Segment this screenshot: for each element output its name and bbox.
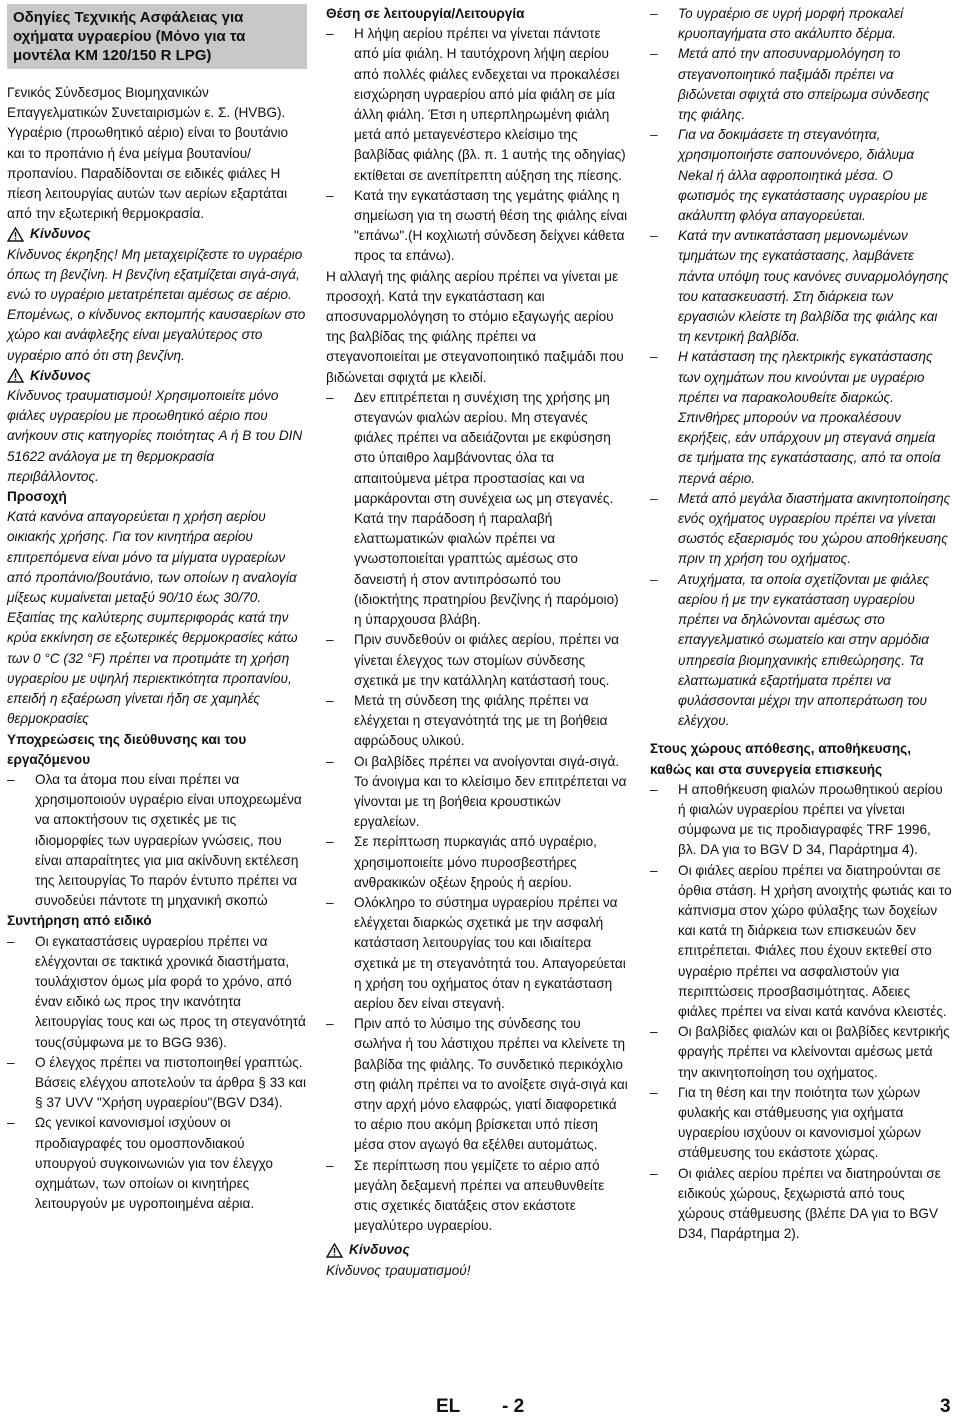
dash-bullet: – bbox=[7, 1054, 15, 1070]
dash-bullet: – bbox=[650, 1084, 658, 1100]
dash-bullet: – bbox=[326, 26, 334, 42]
dash-bullet: – bbox=[326, 753, 334, 769]
warning-triangle-icon bbox=[326, 1243, 343, 1258]
danger-heading-1 bbox=[7, 224, 307, 244]
page-title: Οδηγίες Τεχνικής Ασφάλειας για οχήματα υγραερίου (Μόνο για τα μοντέλα KM 120/150 R LPG) bbox=[13, 9, 246, 64]
cylinder-change-paragraph: Η αλλαγή της φιάλης αερίου πρέπει να γίνεται με προσοχή. Κατά την εγκατάσταση και αποσυναρμολόγηση το στόμιο εξαγωγής αερίου της βαλβίδας της φιάλης πρέπει να στεγανοποιείται με στεγανοποιητικό παξιμάδι που βιδώνεται σφιχτά με κλειδί. bbox=[326, 268, 624, 385]
list-item: – Ολα τα άτομα που είναι πρέπει να χρησιμοποιούν υγραέριο είναι υποχρεωμένα να αποκτήσουν τις σχετικές με τις ιδιομορφίες των υγραερίων γνώσεις, που είναι απαραίτητες για μια ακίνδυνη εκτέλεση της λειτουργίας Το παρόν έντυπο πρέπει να συνοδεύει πάντοτε τη μηχανική σκοπώ bbox=[7, 770, 307, 911]
dash-bullet: – bbox=[650, 127, 658, 143]
list-item: – Οι φιάλες αερίου πρέπει να διατηρούνται σε όρθια στάση. Η χρήση ανοιχτής φωτιάς και το κάπνισμα στον χώρο φύλαξης των δοχείων και κατά τη διάρκεια των επισκευών δεν επιτρέπεται. Φιάλες που έχουν εκτεθεί στο υγραέριο πρέπει να ασφαλιστούν για περιπτώσεις προσβασιμότητας. Αδειες φιάλες πρέπει να είναι κατά κανόνα κλειστές. bbox=[650, 861, 952, 1023]
list-item: – Πριν από το λύσιμο της σύνδεσης του σωλήνα ή του λάστιχου πρέπει να κλείνετε τη βαλβίδα της φιάλης. Το συνδετικό περικόχλιο στη φιάλη πρέπει να το ανοίξετε σιγά-σιγά και στην αρχή μόνο ελαφρώς, γιατί διαφορετικά το αέριο που ακόμη βρίσκεται υπό πίεση μέσα στον αγωγό θα εξέλθει αυτομάτως. bbox=[326, 1014, 628, 1155]
title-box bbox=[7, 4, 307, 69]
list-item: – Ατυχήματα, τα οποία σχετίζονται με φιάλες αερίου ή με την εγκατάσταση υγραερίου πρέπει να δηλώνονται αμέσως στο επαγγελματικό σωματείο και στην αρμόδια υπηρεσία βιομηχανικής επιθεώρησης. Τα ελαττωματικά εξαρτήματα πρέπει να φυλάσσονται μέχρι την αποπεράτωση του ελέγχου. bbox=[650, 570, 952, 732]
column-3 bbox=[650, 4, 952, 1244]
dash-bullet: – bbox=[326, 834, 334, 850]
list-item: – Η κατάσταση της ηλεκτρικής εγκατάστασης των οχημάτων που κινούνται με υγραέριο πρέπει να παρακολουθείτε διαρκώς. Σπινθήρες μπορούν να προκαλέσουν εκρήξεις, εάν υπάρχουν μη στεγανά σημεία σε τμήματα της εγκατάστασης, από τα οποία περνά αέριο. bbox=[650, 347, 952, 488]
danger-label: Κίνδυνος bbox=[30, 367, 91, 383]
list-item: – Το υγραέριο σε υγρή μορφή προκαλεί κρυοπαγήματα στο ακάλυπτο δέρμα. bbox=[650, 4, 952, 44]
list-item: – Σε περίπτωση που γεμίζετε το αέριο από μεγάλη δεξαμενή πρέπει να απευθυνθείτε στις σχετικές διατάξεις στον εκάστοτε μεγαλύτερο υγραερίου. bbox=[326, 1156, 628, 1237]
danger-text-1: Κίνδυνος έκρηξης! Μη μεταχειρίζεστε το υγραέριο όπως τη βενζίνη. Η βενζίνη εξατμίζεται σιγά-σιγά, ενώ το υγραέριο μετατρέπεται αμέσως σε αέριο. Επομένως, ο κίνδυνος εκπομπής καυσαερίων στο χώρο και ανάφλεξης είναι μεγαλύτερος στο υγραέριο από ότι στη βενζίνη. bbox=[7, 246, 306, 363]
list-item: – Μετά από μεγάλα διαστήματα ακινητοποίησης ενός οχήματος υγραερίου πρέπει να γίνεται σωστός εξαερισμός του χώρου αποθήκευσης πριν τη χρήση του οχήματος. bbox=[650, 489, 952, 570]
list-item: – Για να δοκιμάσετε τη στεγανότητα, χρησιμοποιήστε σαπουνόνερο, διάλυμα Nekal ή άλλα αφροποιητικά μέσα. Ο φωτισμός της εγκατάστασης υγραερίου με ακάλυπτη φλόγα απαγορεύεται. bbox=[650, 125, 952, 226]
dash-bullet: – bbox=[650, 6, 658, 21]
dash-bullet: – bbox=[7, 771, 15, 787]
dash-bullet: – bbox=[650, 349, 658, 365]
dash-bullet: – bbox=[326, 894, 334, 910]
dash-bullet: – bbox=[650, 1165, 658, 1181]
danger-text-2: Κίνδυνος τραυματισμού! Χρησιμοποιείτε μόνο φιάλες υγραερίου με προωθητικό αέριο που ανήκουν στις κατηγορίες ποιότητας A ή B του DIN 51622 ανάλογα με τη θερμοκρασία περιβάλλοντος. bbox=[7, 388, 303, 484]
list-item: – Οι φιάλες αερίου πρέπει να διατηρούνται σε ειδικούς χώρους, ξεχωριστά από τους χώρους στάθμευσης (βλέπε DA για το BGV D34, Παράρτημα 2). bbox=[650, 1164, 952, 1245]
dash-bullet: – bbox=[650, 571, 658, 587]
warning-triangle-icon bbox=[7, 368, 24, 383]
dash-bullet: – bbox=[650, 862, 658, 878]
dash-bullet: – bbox=[650, 46, 658, 62]
warning-triangle-icon bbox=[7, 227, 24, 242]
list-item: – Σε περίπτωση πυρκαγιάς από υγραέριο, χρησιμοποιείτε μόνο πυροσβεστήρες ανθρακικών οξέων ξηρούς ή αερίου. bbox=[326, 832, 628, 893]
dash-bullet: – bbox=[650, 228, 658, 244]
dash-bullet: – bbox=[326, 389, 334, 405]
section-heading-operation: Θέση σε λειτουργία/Λειτουργία bbox=[326, 6, 525, 21]
dash-bullet: – bbox=[326, 632, 334, 648]
dash-bullet: – bbox=[326, 1016, 334, 1032]
list-item: – Ο έλεγχος πρέπει να πιστοποιηθεί γραπτώς. Βάσεις ελέγχου αποτελούν τα άρθρα § 33 και § 37 UVV "Χρήση υγραερίου"(BGV D34). bbox=[7, 1053, 307, 1114]
list-item: – Κατά την εγκατάσταση της γεμάτης φιάλης η σημείωση για τη σωστή θέση της φιάλης είναι "επάνω".(Η κοχλιωτή σύνδεση δείχνει κάθετα προς τα επάνω). bbox=[326, 186, 628, 267]
list-item: – Οι βαλβίδες πρέπει να ανοίγονται σιγά-σιγά. Το άνοιγμα και το κλείσιμο δεν επιτρέπεται να γίνονται με τη βοήθεια κρουστικών εργαλείων. bbox=[326, 752, 628, 833]
list-item: – Οι εγκαταστάσεις υγραερίου πρέπει να ελέγχονται σε τακτικά χρονικά διαστήματα, τουλάχιστον όμως μία φορά το χρόνο, από έναν ειδικό ως προς την ικανότητα λειτουργίας τους και ως προς τη στεγανότητά τους(σύμφωνα με το BGG 936). bbox=[7, 932, 307, 1053]
footer-language: EL bbox=[436, 1396, 461, 1417]
intro-paragraph: Γενικός Σύνδεσμος Βιομηχανικών Επαγγελματικών Συνεταιρισμών ε. Σ. (HVBG). Υγραέριο (προωθητικό αέριο) είναι το βουτάνιο και το προπάνιο ή ένα μείγμα βουτανίου/προπανίου. Παραδίδονται σε ειδικές φιάλες Η πίεση λειτουργίας αυτών των αερίων εξαρτάται από την εξωτερική θερμοκρασία. bbox=[7, 85, 289, 222]
danger-heading-2 bbox=[7, 366, 307, 386]
list-item: – Πριν συνδεθούν οι φιάλες αερίου, πρέπει να γίνεται έλεγχος των στομίων σύνδεσης σχετικά με την κατάλληλη κατάστασή τους. bbox=[326, 630, 628, 691]
dash-bullet: – bbox=[650, 490, 658, 506]
footer-page-number: 3 bbox=[940, 1396, 951, 1417]
dash-bullet: – bbox=[326, 1157, 334, 1173]
column-1 bbox=[7, 4, 307, 1214]
section-heading-duties: Υποχρεώσεις της διεύθυνσης και του εργαζόμενου bbox=[7, 731, 247, 767]
column-2 bbox=[326, 4, 628, 1281]
dash-bullet: – bbox=[650, 781, 658, 797]
danger-label: Κίνδυνος bbox=[349, 1242, 410, 1258]
caution-heading: Προσοχή bbox=[7, 489, 67, 505]
danger-label: Κίνδυνος bbox=[30, 226, 91, 242]
list-item: – Οι βαλβίδες φιαλών και οι βαλβίδες κεντρικής φραγής πρέπει να κλείνονται αμέσως μετά την ακινητοποίηση του οχήματος. bbox=[650, 1022, 952, 1083]
danger-heading-3 bbox=[326, 1240, 628, 1260]
dash-bullet: – bbox=[7, 933, 15, 949]
caution-text: Κατά κανόνα απαγορεύεται η χρήση αερίου οικιακής χρήσης. Για τον κινητήρα αερίου επιτρεπόμενα είναι μόνο τα μίγματα υγραερίων από προπάνιο/βουτάνιο, των οποίων η αναλογία μίξεως κυμαίνεται μεταξύ 90/10 έως 30/70. Εξαιτίας της καλύτερης συμπεριφοράς κατά την κρύα εκκίνηση σε εξωτερικές θερμοκρασίες κάτω των 0 °C (32 °F) πρέπει να προτιμάτε τη χρήση υγραερίου με υψηλή περιεκτικότητα προπανίου, επειδή η εξαέρωση γίνεται ήδη σε χαμηλές θερμοκρασίες bbox=[7, 509, 298, 727]
list-item: – Δεν επιτρέπεται η συνέχιση της χρήσης μη στεγανών φιαλών αερίου. Μη στεγανές φιάλες πρέπει να αδειάζονται με εκφύσηση στο ύπαιθρο λαμβάνοντας όλα τα απαιτούμενα μέτρα προστασίας και να μαρκάρονται στη συνέχεια ως μη στεγανές. Κατά την παράδοση ή παραλαβή ελαττωματικών φιαλών πρέπει να γνωστοποιείται γραπτώς αμέσως στο δανειστή ή στον αντιπρόσωπό του (ιδιοκτήτης πρατηρίου βενζίνης ή παρόμοιο) η ύπαρχουσα βλάβη. bbox=[326, 388, 628, 630]
list-item: – Η αποθήκευση φιαλών προωθητικού αερίου ή φιαλών υγραερίου πρέπει να γίνεται σύμφωνα με τις προδιαγραφές TRF 1996, βλ. DA για το BGV D 34, Παράρτημα 4). bbox=[650, 780, 952, 861]
footer-page-label: - 2 bbox=[502, 1396, 525, 1417]
section-heading-storage: Στους χώρους απόθεσης, αποθήκευσης, καθώς και στα συνεργεία επισκευής bbox=[650, 741, 911, 777]
list-item: – Μετά τη σύνδεση της φιάλης πρέπει να ελέγχεται η στεγανότητά της με τη βοήθεια αφρώδους υλικού. bbox=[326, 691, 628, 752]
dash-bullet: – bbox=[650, 1024, 658, 1040]
dash-bullet: – bbox=[7, 1115, 15, 1131]
list-item: – Ως γενικοί κανονισμοί ισχύουν οι προδιαγραφές του ομοσπονδιακού υπουργού συγκοινωνιών για τον έλεγχο οχημάτων, των οποίων οι κινητήρες λειτουργούν με υγροποιημένα αέρια. bbox=[7, 1113, 307, 1214]
list-item: – Κατά την αντικατάσταση μεμονωμένων τμημάτων της εγκατάστασης, λαμβάνετε πάντα υπόψη τους κανόνες συναρμολόγησης του κατασκευαστή. Στη διάρκεια των εργασιών κλείστε τη βαλβίδα της φιάλης και τη κεντρική βαλβίδα. bbox=[650, 226, 952, 347]
dash-bullet: – bbox=[326, 692, 334, 708]
list-item: – Η λήψη αερίου πρέπει να γίνεται πάντοτε από μία φιάλη. Η ταυτόχρονη λήψη αερίου από πολλές φιάλες ενδεχεται να προκαλέσει εισχώρηση υγραερίου από μία φιάλη σε μία άλλη φιάλη. Έτσι η υπερπληρωμένη φιάλη μετά από μεταγενέστερο κλείσιμο της βαλβίδας φιάλης (βλ. π. 1 αυτής της οδηγίας) εκτίθεται σε ανεπίτρεπτη αύξηση της πίεσης. bbox=[326, 24, 628, 186]
dash-bullet: – bbox=[326, 187, 334, 203]
list-item: – Για τη θέση και την ποιότητα των χώρων φυλακής και στάθμευσης για οχήματα υγραερίου ισχύουν οι κανονισμοί χώρων στάθμευσης του εκάστοτε χώρας. bbox=[650, 1083, 952, 1164]
danger-text-3: Κίνδυνος τραυματισμού! bbox=[326, 1262, 471, 1278]
list-item: – Ολόκληρο το σύστημα υγραερίου πρέπει να ελέγχεται διαρκώς σχετικά με την ασφαλή κατάσταση λειτουργίας του και ιδιαίτερα σχετικά με τη στεγανότητά του. Απαγορεύεται η χρήση του οχήματος όταν η εγκατάσταση αερίου δεν είναι στεγανή. bbox=[326, 893, 628, 1014]
list-item: – Μετά από την αποσυναρμολόγηση το στεγανοποιητικό παξιμάδι πρέπει να βιδώνεται σφιχτά στο σπείρωμα σύνδεσης της φιάλης. bbox=[650, 44, 952, 125]
section-heading-maintenance: Συντήρηση από ειδικό bbox=[7, 913, 152, 929]
